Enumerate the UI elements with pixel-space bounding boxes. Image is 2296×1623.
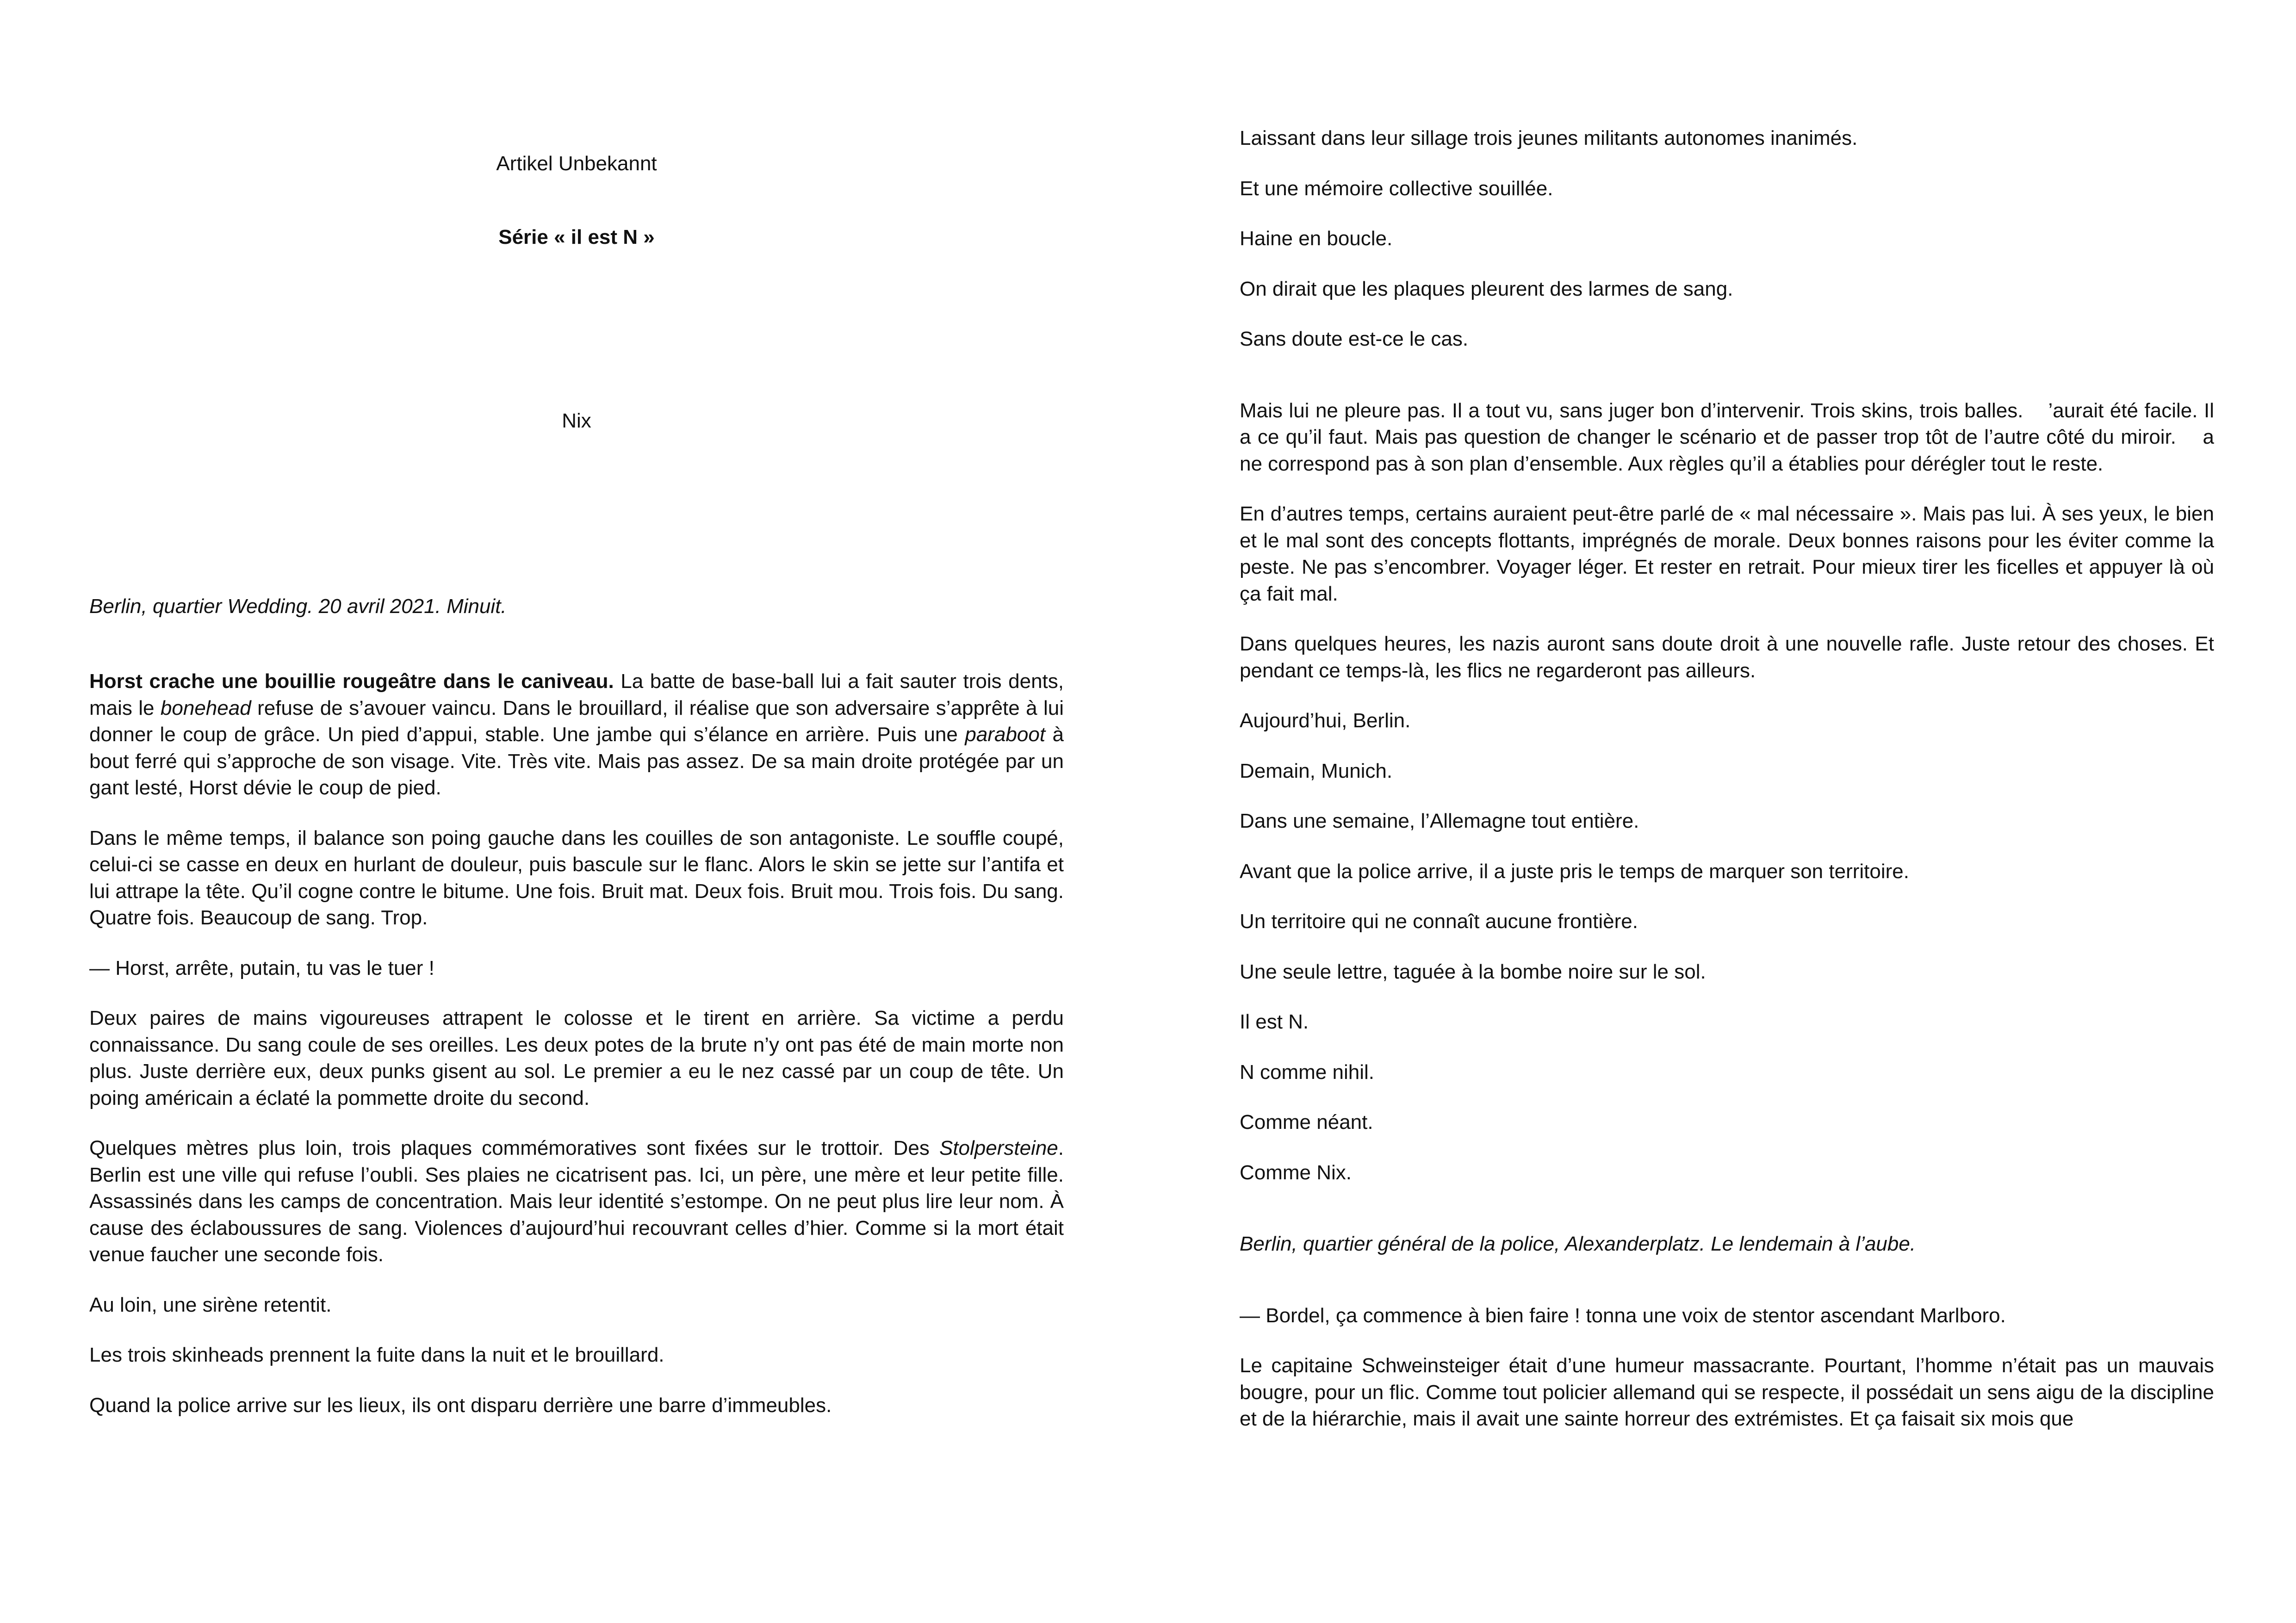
right-page	[1148, 0, 2296, 1623]
paragraph-r2: Et une mémoire collective souillée.	[1240, 177, 1553, 200]
paragraph-r3: Haine en boucle.	[1240, 227, 1393, 250]
paragraph-r14: Une seule lettre, taguée à la bombe noire sur le sol.	[1240, 960, 1706, 983]
paragraph-3: — Horst, arrête, putain, tu vas le tuer !	[89, 956, 434, 979]
paragraph-r9: Aujourd’hui, Berlin.	[1240, 709, 1411, 732]
paragraph-6: Au loin, une sirène retentit.	[89, 1293, 332, 1316]
paragraph-r8: Dans quelques heures, les nazis auront sans doute droit à une nouvelle rafle. Juste retour des choses. Et pendant ce temps-là, les flics ne regarderont pas ailleurs.	[1240, 632, 2214, 682]
paragraph-r5: Sans doute est-ce le cas.	[1240, 328, 1469, 350]
paragraph-5	[89, 1135, 1064, 1268]
paragraph-5-text-a: Quelques mètres plus loin, trois plaques commémoratives sont fixées sur le trottoir. Des	[89, 1137, 939, 1159]
paragraph-r18: Comme Nix.	[1240, 1161, 1352, 1184]
dateline: Berlin, quartier Wedding. 20 avril 2021. Minuit.	[89, 595, 507, 618]
paragraph-2: Dans le même temps, il balance son poing gauche dans les couilles de son antagoniste. Le souffle coupé, celui-ci se casse en deux en hurlant de douleur, puis bascule sur le flanc. Alors le skin se jette sur l’antifa et lui attrape la tête. Qu’il cogne contre le bitume. Une fois. Bruit mat. Deux fois. Bruit mou. Trois fois. Du sang. Quatre fois. Beaucoup de sang. Trop.	[89, 826, 1064, 929]
paragraph-r11: Dans une semaine, l’Allemagne tout entière.	[1240, 810, 1639, 832]
paragraph-r6: Mais lui ne pleure pas. Il a tout vu, sans juger bon d’intervenir. Trois skins, trois balles. ’aurait été facile. Il a ce qu’il faut. Mais pas question de changer le scénario et de passer trop tôt de l’autre côté du miroir. a ne correspond pas à son plan d’ensemble. Aux règles qu’il a établies pour dérégler tout le reste.	[1240, 399, 2220, 475]
paragraph-1-text-c: à bout ferré qui s’approche de son visage. Vite. Très vite. Mais pas assez. De sa main droite protégée par un gant lesté, Horst dévie le coup de pied.	[89, 723, 1064, 799]
dateline-2: Berlin, quartier général de la police, Alexanderplatz. Le lendemain à l’aube.	[1240, 1233, 1916, 1255]
author-name: Artikel Unbekannt	[496, 152, 657, 175]
paragraph-r13: Un territoire qui ne connaît aucune frontière.	[1240, 910, 1638, 933]
paragraph-7: Les trois skinheads prennent la fuite dans la nuit et le brouillard.	[89, 1344, 664, 1366]
left-column	[89, 125, 1064, 1442]
paragraph-1-emphasis-1: bonehead	[160, 696, 251, 719]
paragraph-r20: Le capitaine Schweinsteiger était d’une humeur massacrante. Pourtant, l’homme n’était pas un mauvais bougre, pour un flic. Comme tout policier allemand qui se respecte, il possédait un sens aigu de la discipline et de la hiérarchie, mais il avait une sainte horreur des extrémistes. Et ça faisait six mois que	[1240, 1354, 2214, 1430]
paragraph-r1: Laissant dans leur sillage trois jeunes militants autonomes inanimés.	[1240, 127, 1858, 149]
paragraph-r19: — Bordel, ça commence à bien faire ! tonna une voix de stentor ascendant Marlboro.	[1240, 1304, 2006, 1327]
paragraph-r4: On dirait que les plaques pleurent des larmes de sang.	[1240, 277, 1733, 300]
paragraph-1-emphasis-2: paraboot	[965, 723, 1046, 746]
paragraph-r16: N comme nihil.	[1240, 1060, 1374, 1084]
paragraph-r17: Comme néant.	[1240, 1111, 1373, 1134]
right-column	[1240, 125, 2220, 1456]
paragraph-1-lead: Horst crache une bouillie rougeâtre dans le caniveau.	[89, 670, 614, 693]
paragraph-r10: Demain, Munich.	[1240, 759, 1393, 782]
paragraph-1-text-a: La batte de base-ball lui a fait sauter trois dents, mais le	[89, 670, 1064, 719]
paragraph-1	[89, 668, 1064, 801]
paragraph-5-emphasis: Stolpersteine	[939, 1137, 1058, 1159]
paragraph-r12: Avant que la police arrive, il a juste pris le temps de marquer son territoire.	[1240, 860, 1909, 883]
paragraph-5-text-b: . Berlin est une ville qui refuse l’oubli. Ses plaies ne cicatrisent pas. Ici, un père, une mère et leur petite fille. Assassinés dans les camps de concentration. Mais leur identité s’estompe. On ne peut plus lire leur nom. À cause des éclaboussures de sang. Violences d’aujourd’hui recouvrant celles d’hier. Comme si la mort était venue faucher une seconde fois.	[89, 1137, 1064, 1266]
paragraph-8: Quand la police arrive sur les lieux, ils ont disparu derrière une barre d’immeubles.	[89, 1394, 832, 1417]
paragraph-1-text-b: refuse de s’avouer vaincu. Dans le brouillard, il réalise que son adversaire s’apprête à lui donner le coup de grâce. Un pied d’appui, stable. Une jambe qui s’élance en arrière. Puis une	[89, 696, 1064, 746]
paragraph-r7: En d’autres temps, certains auraient peut-être parlé de « mal nécessaire ». Mais pas lui. À ses yeux, le bien et le mal sont des concepts flottants, imprégnés de morale. Deux bonnes raisons pour les éviter comme la peste. Ne pas s’encombrer. Voyager léger. Et rester en retrait. Pour mieux tirer les ficelles et appuyer là où ça fait mal.	[1240, 502, 2214, 605]
story-title: Nix	[562, 409, 591, 432]
paragraph-4: Deux paires de mains vigoureuses attrapent le colosse et le tirent en arrière. Sa victime a perdu connaissance. Du sang coule de ses oreilles. Les deux potes de la brute n’y ont pas été de main morte non plus. Juste derrière eux, deux punks gisent au sol. Le premier a eu le nez cassé par un coup de tête. Un poing américain a éclaté la pommette droite du second.	[89, 1007, 1064, 1109]
paragraph-r15: Il est N.	[1240, 1010, 1309, 1033]
series-title: Série « il est N »	[498, 225, 655, 248]
